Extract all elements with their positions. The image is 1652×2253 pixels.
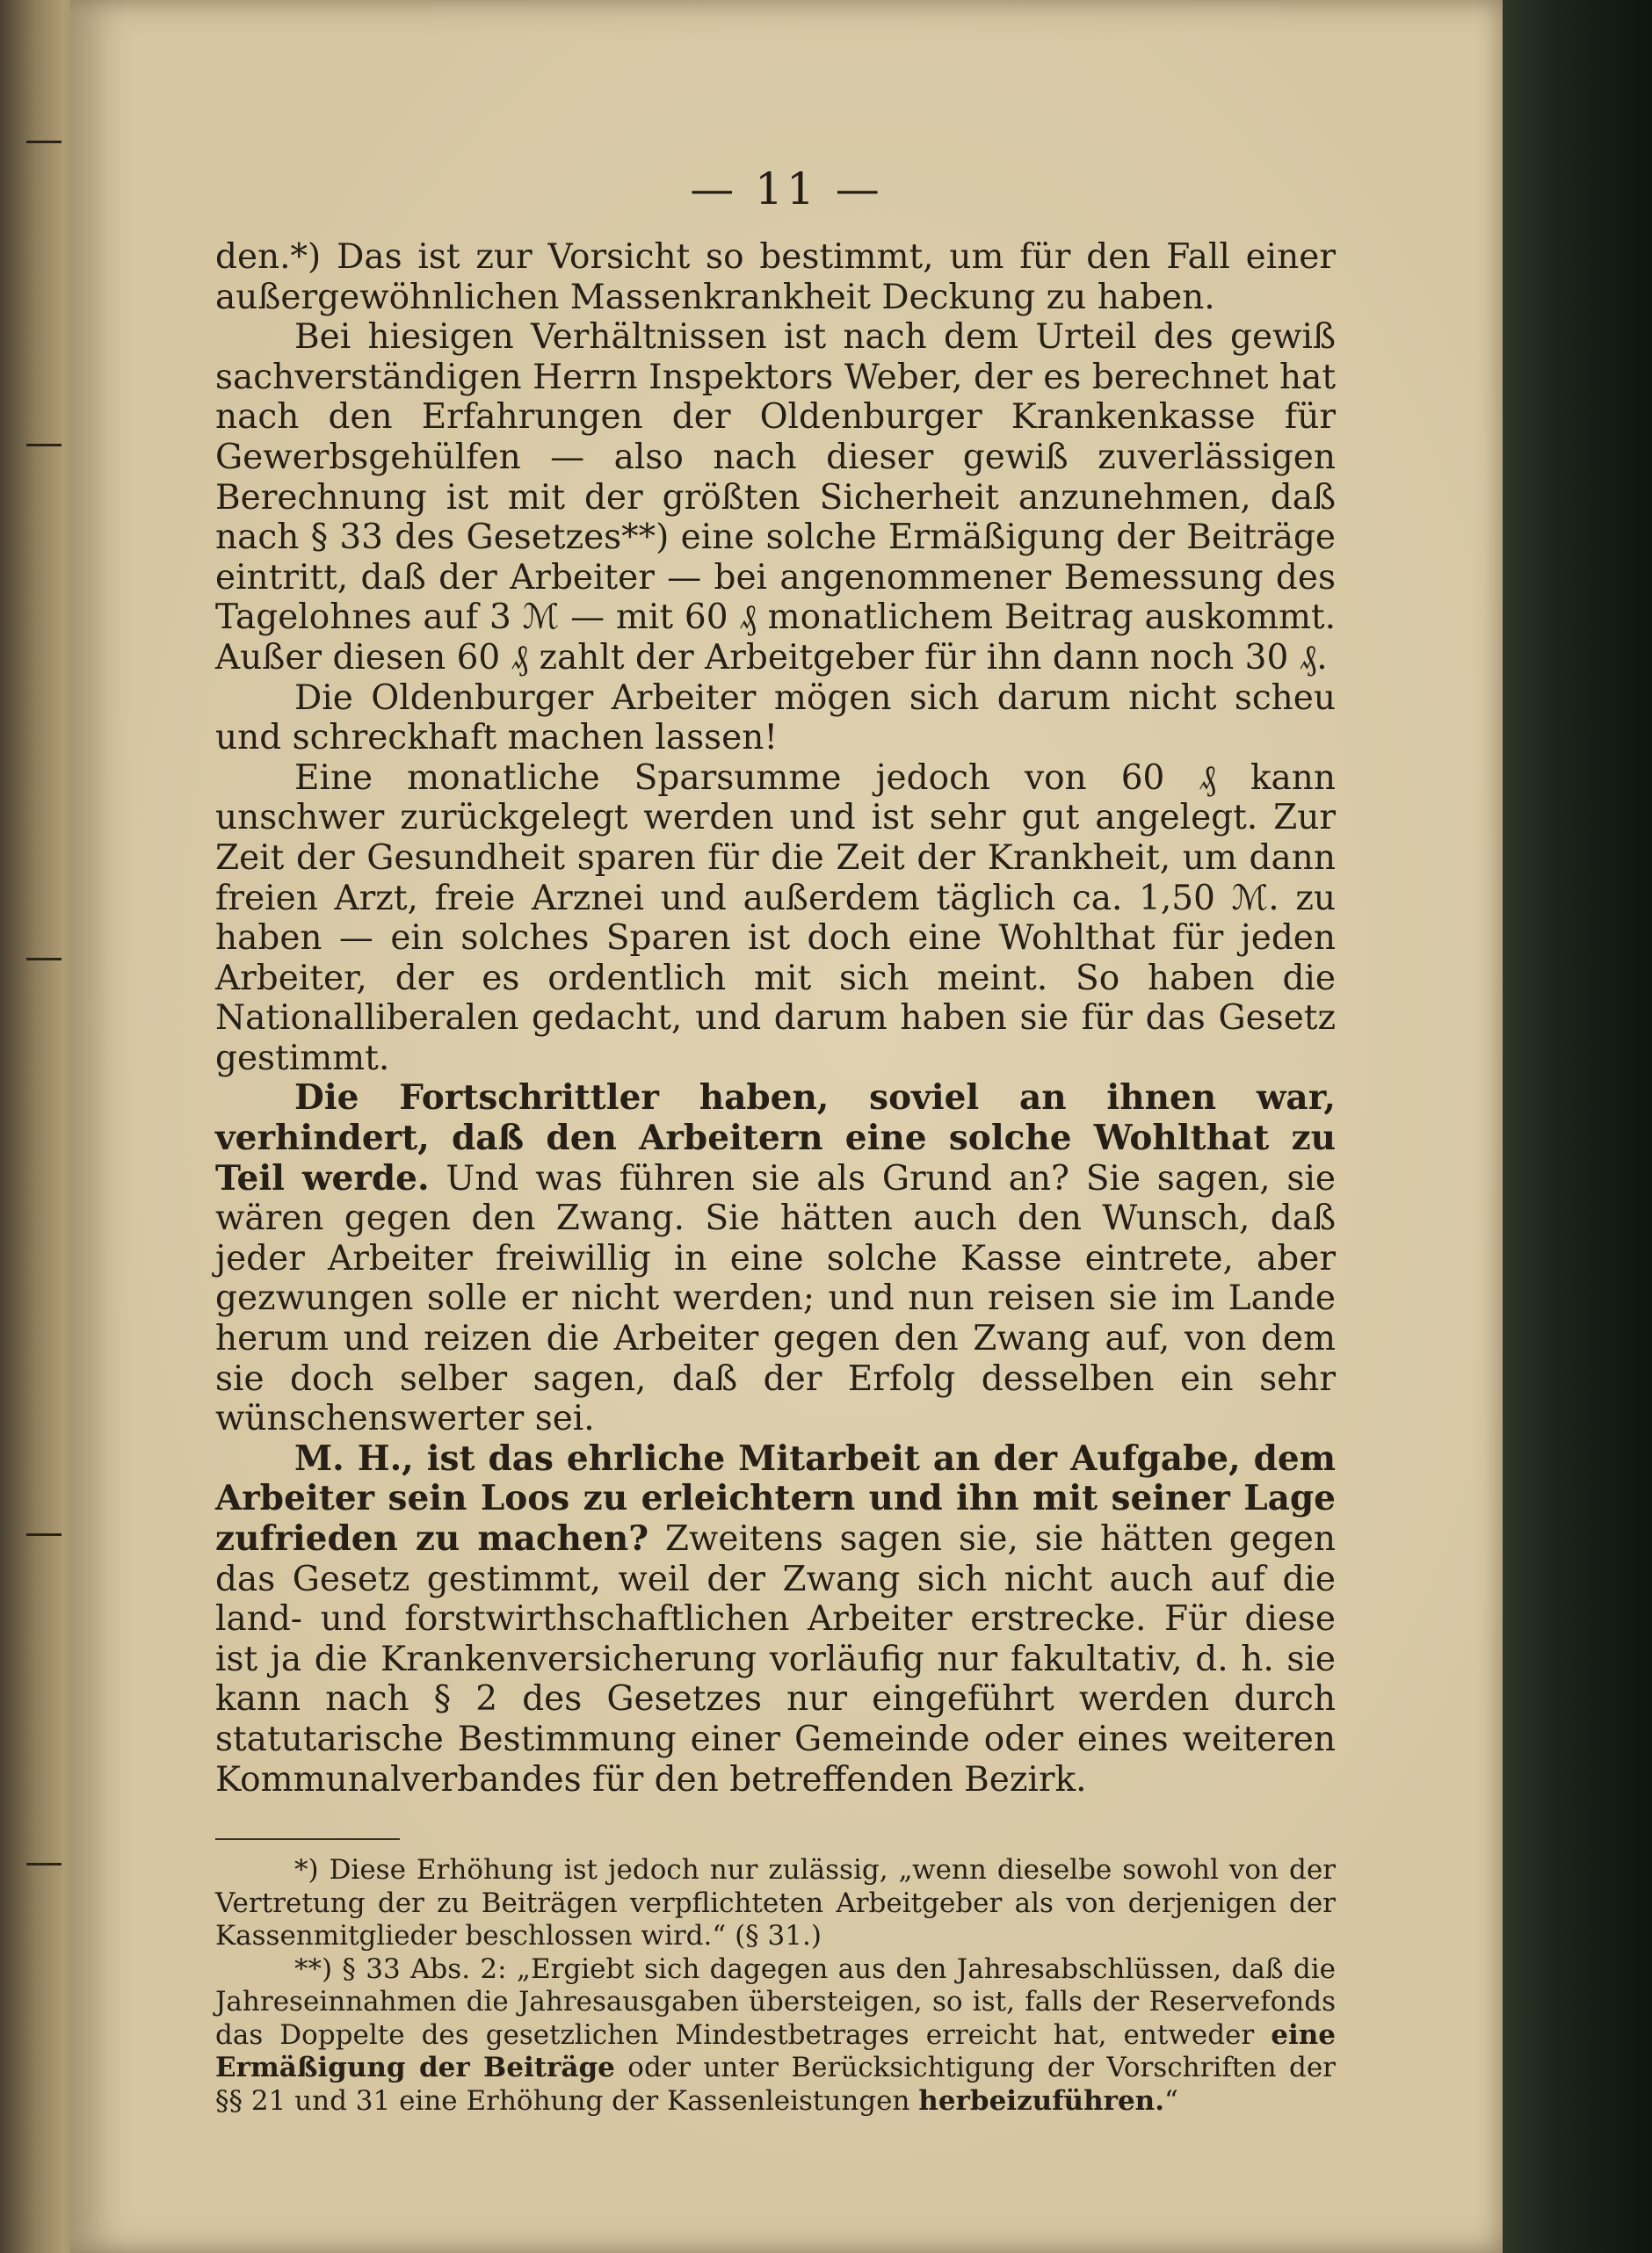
paragraph-1: den.*) Das ist zur Vorsicht so bestimmt, um für den Fall einer außergewöhnlichen Massenkrankheit Deckung zu haben.: [215, 237, 1336, 317]
margin-mark: [26, 444, 62, 446]
margin-mark: [26, 141, 62, 143]
footnote-1: *) Diese Erhöhung ist jedoch nur zulässig, „wenn dieselbe sowohl von der Vertretung der zu Beiträgen verpflichteten Arbeitgeber als von derjenigen der Kassenmitglieder beschlossen wird.“ (§ 31.): [215, 1854, 1336, 1952]
emphasis-text: herbeizuführen.: [918, 2084, 1165, 2117]
emphasis-text: Die Fortschrittler haben, soviel an ihnen war, verhindert, daß den Arbeitern eine solche Wohlthat zu Teil werde.: [215, 1077, 1336, 1199]
page-number: — 11 —: [690, 163, 883, 214]
paragraph-2: Bei hiesigen Verhältnissen ist nach dem Urteil des gewiß sachverständigen Herrn Inspektors Weber, der es berechnet hat nach den Erfahrungen der Oldenburger Krankenkasse für Gewerbsgehülfen — also nach dieser gewiß zuverlässigen Berechnung ist mit der größten Sicherheit anzunehmen, daß nach § 33 des Gesetzes**) eine solche Ermäßigung der Beiträge eintritt, daß der Arbeiter — bei angenommener Bemessung des Tagelohnes auf 3 ℳ — mit 60 ₰ monatlichem Beitrag auskommt. Außer diesen 60 ₰ zahlt der Arbeitgeber für ihn dann noch 30 ₰.: [215, 317, 1336, 677]
paragraph-3: Die Oldenburger Arbeiter mögen sich darum nicht scheu und schreckhaft machen lassen!: [215, 677, 1336, 758]
footnotes: [215, 1854, 1336, 2118]
emphasis-text: M. H., ist das ehrliche Mitarbeit an der Aufgabe, dem Arbeiter sein Loos zu erleichtern und ihn mit seiner Lage zufrieden zu machen?: [215, 1438, 1336, 1559]
book-gutter: [0, 0, 79, 2253]
book-page: [70, 0, 1503, 2253]
margin-mark: [26, 1533, 62, 1536]
paragraph-4: Eine monatliche Sparsumme jedoch von 60 ₰ kann unschwer zurückgelegt werden und ist sehr gut angelegt. Zur Zeit der Gesundheit sparen für die Zeit der Krankheit, um dann freien Arzt, freie Arznei und außerdem täglich ca. 1,50 ℳ. zu haben — ein solches Sparen ist doch eine Wohlthat für jeden Arbeiter, der es ordentlich mit sich meint. So haben die Nationalliberalen gedacht, und darum haben sie für das Gesetz gestimmt.: [215, 757, 1336, 1078]
paragraph-6: M. H., ist das ehrliche Mitarbeit an der Aufgabe, dem Arbeiter sein Loos zu erleichtern und ihn mit seiner Lage zufrieden zu machen? Zweitens sagen sie, sie hätten gegen das Gesetz gestimmt, weil der Zwang sich nicht auch auf die land- und forstwirthschaftlichen Arbeiter erstrecke. Für diese ist ja die Krankenversicherung vorläufig nur fakultativ, d. h. sie kann nach § 2 des Gesetzes nur eingeführt werden durch statutarische Bestimmung einer Gemeinde oder eines weiteren Kommunalverbandes für den betreffenden Bezirk.: [215, 1438, 1336, 1800]
margin-mark: [26, 1863, 62, 1865]
paragraph-5: Die Fortschrittler haben, soviel an ihnen war, verhindert, daß den Arbeitern eine solche Wohlthat zu Teil werde. Und was führen sie als Grund an? Sie sagen, sie wären gegen den Zwang. Sie hätten auch den Wunsch, daß jeder Arbeiter freiwillig in eine solche Kasse eintrete, aber gezwungen solle er nicht werden; und nun reisen sie im Lande herum und reizen die Arbeiter gegen den Zwang auf, von dem sie doch selber sagen, daß der Erfolg desselben ein sehr wünschenswerter sei.: [215, 1077, 1336, 1439]
footnote-2: **) § 33 Abs. 2: „Ergiebt sich dagegen aus den Jahresabschlüssen, daß die Jahreseinnahmen die Jahresausgaben übersteigen, so ist, falls der Reservefonds das Doppelte des gesetzlichen Mindestbetrages erreicht hat, entweder eine Ermäßigung der Beiträge oder unter Berücksichtigung der Vorschriften der §§ 21 und 31 eine Erhöhung der Kassenleistungen herbeizuführen.“: [215, 1952, 1336, 2117]
book-cover: [1494, 0, 1652, 2253]
footnote-divider: [215, 1838, 400, 1840]
page-body: [215, 237, 1336, 2118]
emphasis-text: eine Ermäßigung der Beiträge: [215, 2018, 1336, 2084]
margin-mark: [26, 958, 62, 960]
